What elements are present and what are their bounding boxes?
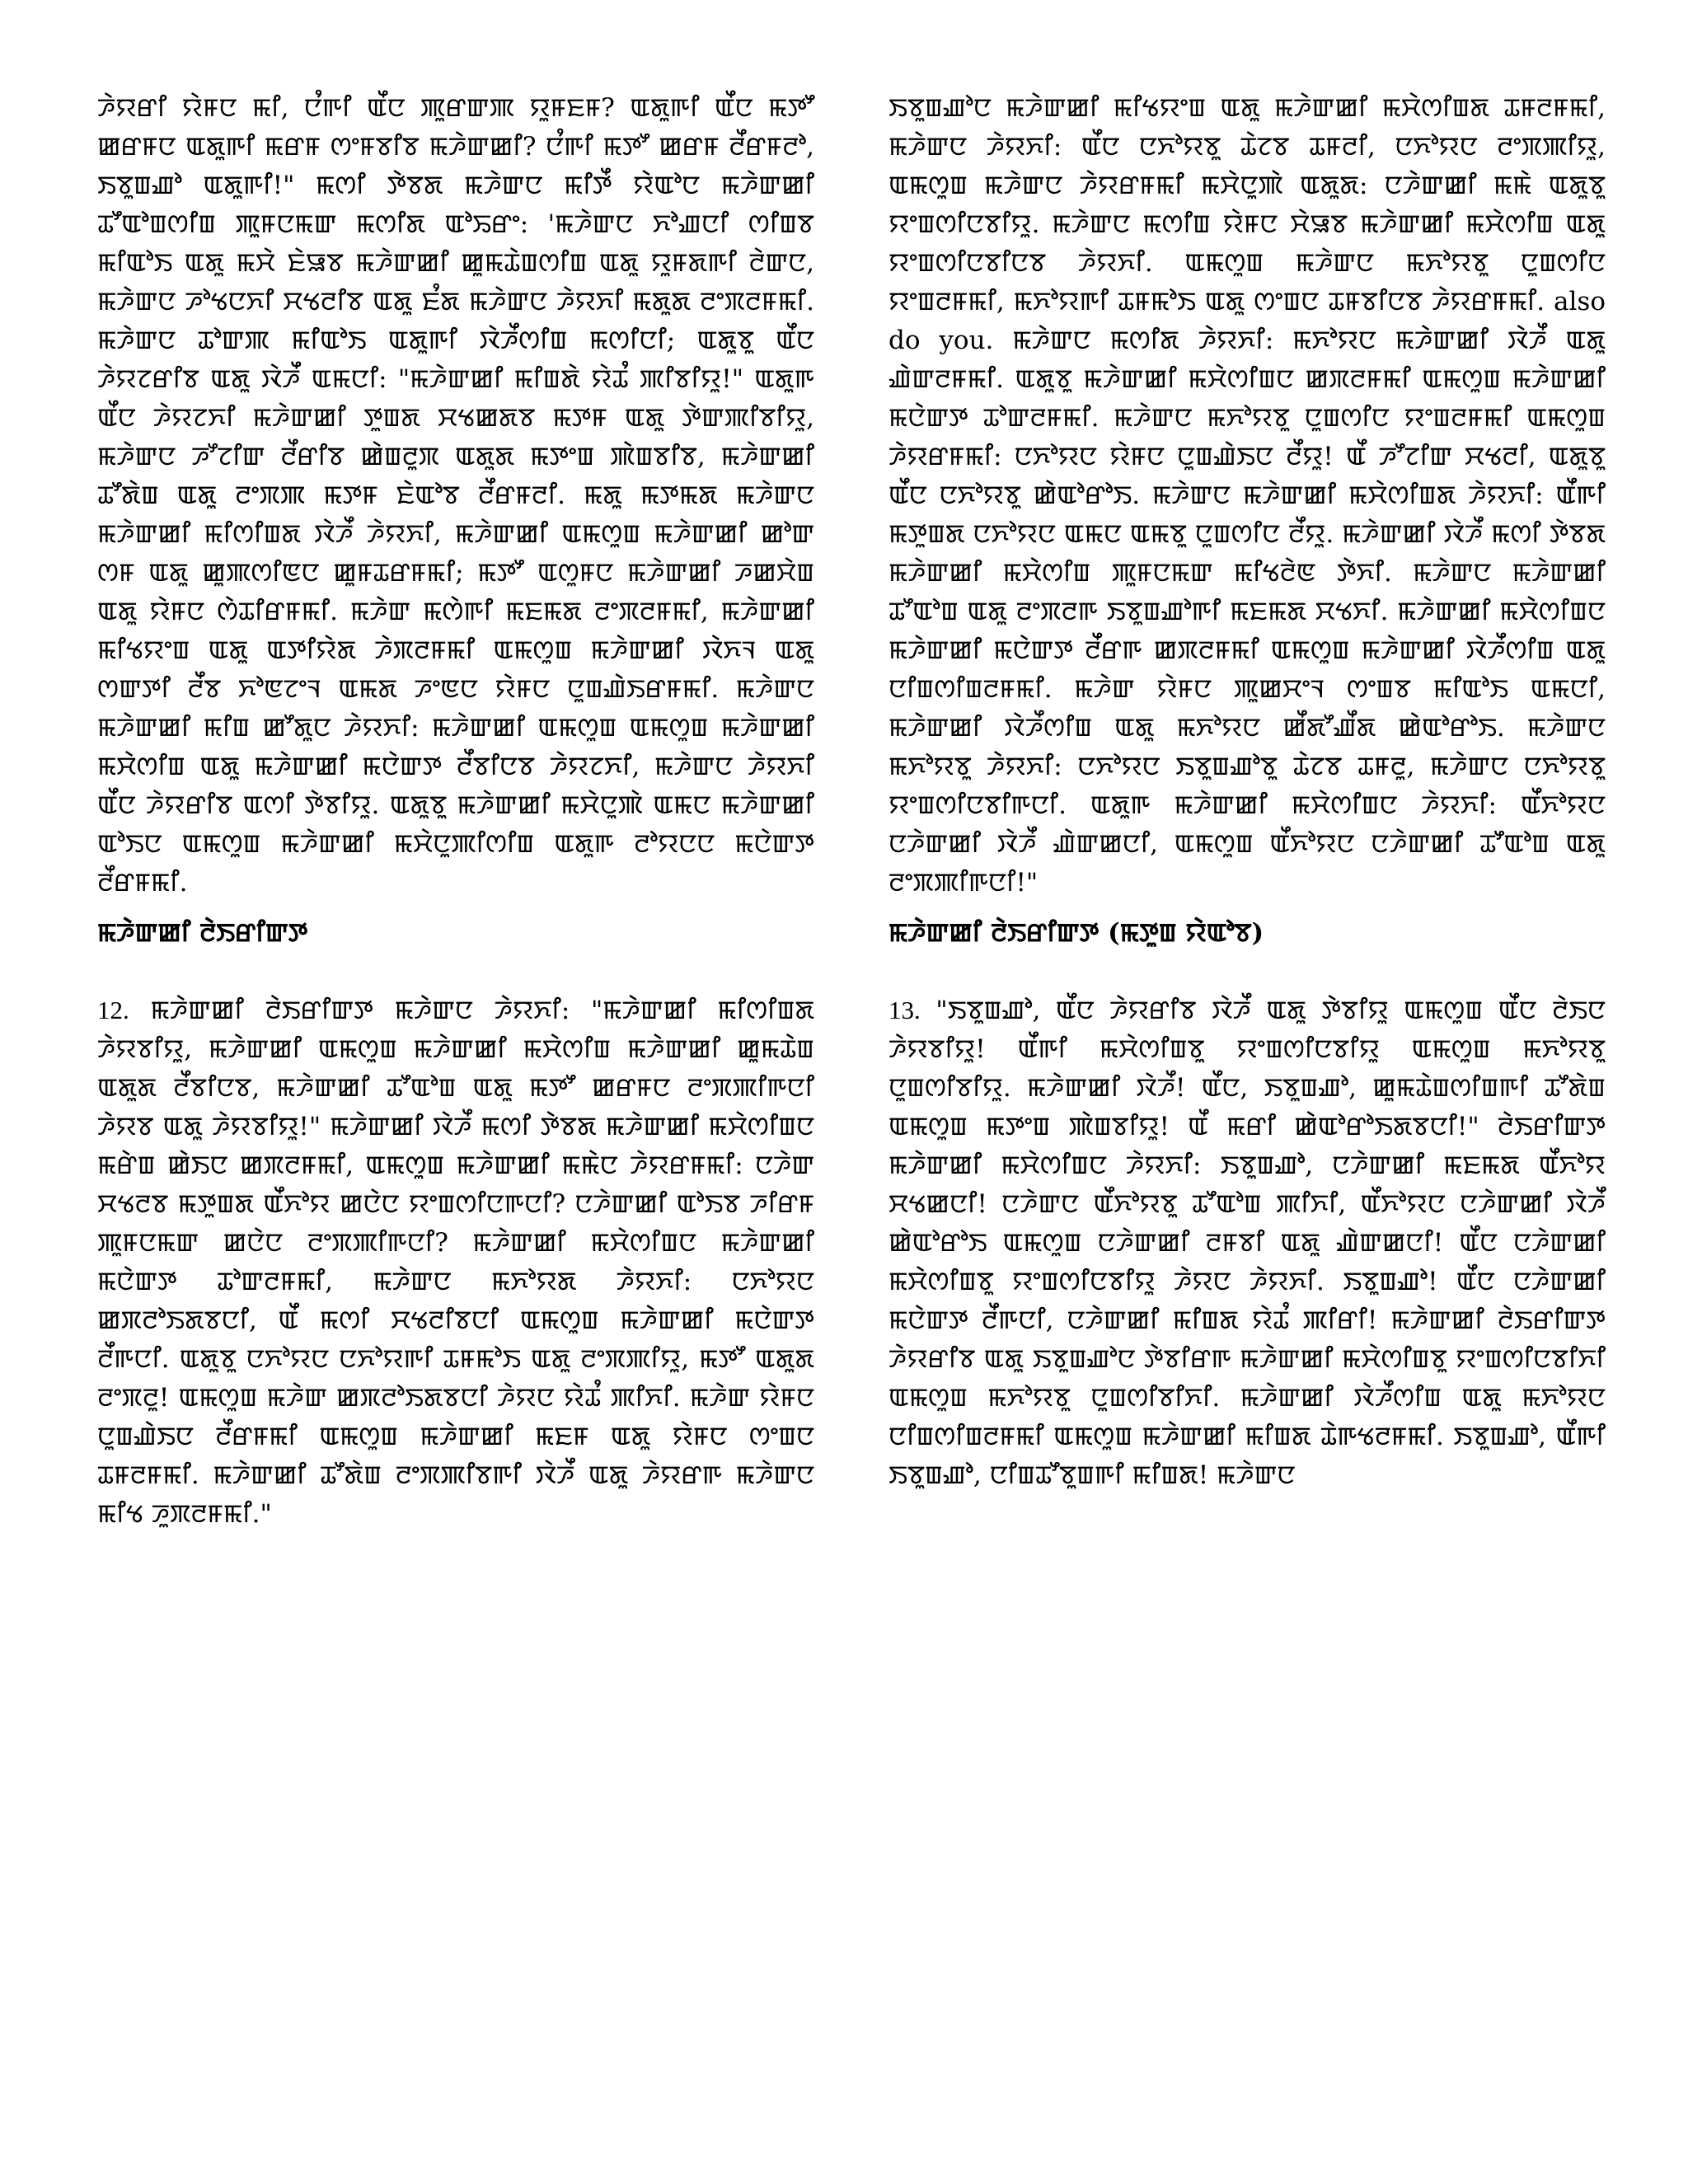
- paragraph-number: 12.: [97, 996, 129, 1024]
- paragraph: ꯍꯥꯌꯔꯤ ꯌꯥꯝꯅ ꯃꯤ, ꯅꯪꯒꯤ ꯑꯩꯅ ꯄꯨꯔꯛꯄ ꯌꯨꯝꯐꯝ? ꯑꯗꯨꯒꯤ ꯑꯩꯅ ꯃꯇꯧ ꯀꯔꯝꯅ ꯑꯗꯨꯒꯤ ꯃꯔꯝ ꯁꯦꯝꯕꯤꯕ ꯃꯍꯥꯛꯀꯤ? ꯅꯪꯒꯤ ꯃꯇꯧ ꯀꯔꯝ ꯂꯩꯔꯝꯂꯣ, ꯏꯕꯨꯡꯉꯣ ꯑꯗꯨꯒꯤ!" ꯃꯁꯤ ꯇꯥꯕꯗ ꯃꯍꯥꯛꯅ ꯃꯤꯇꯩ ꯌꯥꯑꯣꯅ ꯃꯍꯥꯛꯀꯤ ꯊꯧꯑꯣꯡꯁꯤꯡ ꯄꯨꯝꯅꯃꯛ ꯃꯁꯤꯗ ꯑꯣꯢꯔꯦ: 'ꯃꯍꯥꯛꯅ ꯈꯣꯉꯅꯤ ꯁꯤꯡꯕ ꯃꯤꯑꯣꯏ ꯑꯗꯨ ꯃꯆꯥ ꯐꯥꯎꯕ ꯃꯍꯥꯛꯀꯤ ꯀꯨꯃꯊꯥꯡꯁꯤꯡ ꯑꯗꯨ ꯌꯨꯝꯗꯒꯤ ꯂꯥꯛꯅ, ꯃꯍꯥꯛꯅ ꯍꯣꯠꯅꯈꯤ ꯆꯠꯂꯤꯕ ꯑꯗꯨ ꯐꯪꯗ ꯃꯍꯥꯛꯅ ꯍꯥꯌꯈꯤ ꯃꯗꯨꯗ ꯂꯦꯞꯂꯝꯃꯤ. ꯃꯍꯥꯛꯅ ꯊꯣꯛꯄ ꯃꯤꯑꯣꯏ ꯑꯗꯨꯒꯤ ꯋꯥꯍꯩꯁꯤꯡ ꯃꯁꯤꯅꯤ; ꯑꯗꯨꯕꯨ ꯑꯩꯅ ꯍꯥꯌꯖꯔꯤꯕ ꯑꯗꯨ ꯋꯥꯍꯩ ꯑꯃꯅꯤ: "ꯃꯍꯥꯛꯀꯤ ꯃꯤꯡꯗꯥ ꯌꯥꯊꯪ ꯄꯤꯕꯤꯌꯨ!" ꯑꯗꯨꯒ ꯑꯩꯅ ꯍꯥꯌꯖꯈꯤ ꯃꯍꯥꯛꯀꯤ ꯇꯨꯡꯗ ꯆꯠꯀꯗꯕ ꯃꯇꯝ ꯑꯗꯨ ꯇꯥꯛꯄꯤꯕꯤꯌꯨ, ꯃꯍꯥꯛꯅ ꯍꯧꯖꯤꯛ ꯂꯩꯔꯤꯕ ꯀꯥꯡꯂꯨꯞ ꯑꯗꯨꯗ ꯃꯇꯦꯡ ꯄꯥꯡꯕꯤꯕ, ꯃꯍꯥꯛꯀꯤ ꯊꯧꯗꯥꯡ ꯑꯗꯨ ꯂꯦꯞꯄ ꯃꯇꯝ ꯐꯥꯑꯣꯕ ꯂꯩꯔꯝꯂꯤ. ꯃꯗꯨ ꯃꯇꯃꯗ ꯃꯍꯥꯛꯅ ꯃꯍꯥꯛꯀꯤ ꯃꯤꯁꯤꯡꯗ ꯋꯥꯍꯩ ꯍꯥꯌꯈꯤ, ꯃꯍꯥꯛꯀꯤ ꯑꯃꯁꯨꯡ ꯃꯍꯥꯛꯀꯤ ꯀꯣꯛ ꯁꯝ ꯑꯗꯨ ꯀꯨꯄꯁꯤꯟꯅ ꯀꯨꯝꯊꯔꯝꯃꯤ; ꯃꯇꯧ ꯑꯁꯨꯝꯅ ꯃꯍꯥꯛꯀꯤ ꯍꯀꯆꯥꯡ ꯑꯗꯨ ꯌꯥꯝꯅ ꯁꯥꯊꯤꯔꯝꯃꯤ. ꯃꯍꯥꯛ ꯃꯁꯥꯒꯤ ꯃꯐꯃꯗ ꯂꯦꯞꯂꯝꯃꯤ, ꯃꯍꯥꯛꯀꯤ ꯃꯤꯠꯌꯦꯡ ꯑꯗꯨ ꯑꯇꯤꯌꯥꯗ ꯍꯥꯞꯂꯝꯃꯤ ꯑꯃꯁꯨꯡ ꯃꯍꯥꯛꯀꯤ ꯋꯥꯈꯜ ꯑꯗꯨ ꯁꯛꯇꯤ ꯂꯩꯕ ꯈꯣꯟꯖꯦꯜ ꯑꯃꯗ ꯍꯦꯟꯅ ꯌꯥꯝꯅ ꯅꯨꯡꯉꯥꯏꯔꯝꯃꯤ. ꯃꯍꯥꯛꯅ ꯃꯍꯥꯛꯀꯤ ꯃꯤꯡ ꯀꯧꯗꯨꯅ ꯍꯥꯌꯈꯤ: ꯃꯍꯥꯛꯀꯤ ꯑꯃꯁꯨꯡ ꯑꯃꯁꯨꯡ ꯃꯍꯥꯛꯀꯤ ꯃꯆꯥꯁꯤꯡ ꯑꯗꯨ ꯃꯍꯥꯛꯀꯤ ꯃꯅꯥꯛꯇ ꯂꯩꯕꯤꯅꯕ ꯍꯥꯌꯖꯈꯤ, ꯃꯍꯥꯛꯅ ꯍꯥꯌꯈꯤ ꯑꯩꯅ ꯍꯥꯌꯔꯤꯕ ꯑꯁꯤ ꯇꯥꯕꯤꯌꯨ. ꯑꯗꯨꯕꯨ ꯃꯍꯥꯛꯀꯤ ꯃꯆꯥꯅꯨꯄꯥ ꯑꯃꯅ ꯃꯍꯥꯛꯀꯤ ꯑꯣꯏꯅ ꯑꯃꯁꯨꯡ ꯃꯍꯥꯛꯀꯤ ꯃꯆꯥꯅꯨꯄꯤꯁꯤꯡ ꯑꯗꯨꯒ ꯂꯣꯌꯅꯅ ꯃꯅꯥꯛꯇ ꯂꯩꯔꯝꯃꯤ.: [97, 93, 814, 898]
- section-heading: ꯃꯍꯥꯛꯀꯤ ꯂꯥꯏꯔꯤꯛꯇ: [97, 918, 308, 948]
- document-page: [97, 89, 1606, 2116]
- paragraph-text: "ꯏꯕꯨꯡꯉꯣ, ꯑꯩꯅ ꯍꯥꯌꯔꯤꯕ ꯋꯥꯍꯩ ꯑꯗꯨ ꯇꯥꯕꯤꯌꯨ ꯑꯃꯁꯨꯡ ꯑꯩꯅ ꯂꯥꯏꯅ ꯍꯥꯌꯕꯤꯌꯨ! ꯑꯩꯒꯤ ꯃꯆꯥꯁꯤꯡꯕꯨ ꯌꯦꯡꯁꯤꯅꯕꯤꯌꯨ ꯑꯃꯁꯨꯡ ꯃꯈꯣꯌꯕꯨ ꯅꯨꯡꯁꯤꯕꯤꯌꯨ. ꯃꯍꯥꯛꯀꯤ ꯋꯥꯍꯩ! ꯑꯩꯅ, ꯏꯕꯨꯡꯉꯣ, ꯀꯨꯃꯊꯥꯡꯁꯤꯡꯒꯤ ꯊꯧꯗꯥꯡ ꯑꯃꯁꯨꯡ ꯃꯇꯦꯡ ꯄꯥꯡꯕꯤꯌꯨ! ꯑꯩ ꯃꯔꯤ ꯀꯥꯑꯣꯔꯣꯏꯗꯕꯅꯤ!" ꯂꯥꯏꯔꯤꯛꯇ ꯃꯍꯥꯛꯀꯤ ꯃꯆꯥꯁꯤꯡꯅ ꯍꯥꯌꯈꯤ: ꯏꯕꯨꯡꯉꯣ, ꯅꯍꯥꯛꯀꯤ ꯃꯐꯃꯗ ꯑꯩꯈꯣꯌ ꯆꯠꯀꯅꯤ! ꯅꯍꯥꯛꯅ ꯑꯩꯈꯣꯌꯕꯨ ꯊꯧꯑꯣꯡ ꯄꯤꯈꯤ, ꯑꯩꯈꯣꯌꯅ ꯅꯍꯥꯛꯀꯤ ꯋꯥꯍꯩ ꯀꯥꯑꯣꯔꯣꯏ ꯑꯃꯁꯨꯡ ꯅꯍꯥꯛꯀꯤ ꯂꯝꯕꯤ ꯑꯗꯨ ꯉꯥꯛꯀꯅꯤ! ꯑꯩꯅ ꯅꯍꯥꯛꯀꯤ ꯃꯆꯥꯁꯤꯡꯕꯨ ꯌꯦꯡꯁꯤꯅꯕꯤꯌꯨ ꯍꯥꯌꯅ ꯍꯥꯌꯈꯤ. ꯏꯕꯨꯡꯉꯣ! ꯑꯩꯅ ꯅꯍꯥꯛꯀꯤ ꯃꯅꯥꯛꯇ ꯂꯩꯒꯅꯤ, ꯅꯍꯥꯛꯀꯤ ꯃꯤꯡꯗ ꯌꯥꯊꯪ ꯄꯤꯔꯤ! ꯃꯍꯥꯛꯀꯤ ꯂꯥꯏꯔꯤꯛꯇ ꯍꯥꯌꯔꯤꯕ ꯑꯗꯨ ꯏꯕꯨꯡꯉꯣꯅ ꯇꯥꯕꯤꯔꯒ ꯃꯍꯥꯛꯀꯤ ꯃꯆꯥꯁꯤꯡꯕꯨ ꯌꯦꯡꯁꯤꯅꯕꯤꯈꯤ ꯑꯃꯁꯨꯡ ꯃꯈꯣꯌꯕꯨ ꯅꯨꯡꯁꯤꯕꯤꯈꯤ. ꯃꯍꯥꯛꯀꯤ ꯋꯥꯍꯩꯁꯤꯡ ꯑꯗꯨ ꯃꯈꯣꯌꯅ ꯅꯤꯡꯁꯤꯡꯂꯝꯃꯤ ꯑꯃꯁꯨꯡ ꯃꯍꯥꯛꯀꯤ ꯃꯤꯡꯗ ꯊꯥꯒꯠꯂꯝꯃꯤ. ꯏꯕꯨꯡꯉꯣ, ꯑꯩꯒꯤ ꯏꯕꯨꯡꯉꯣ, ꯅꯤꯡꯊꯧꯕꯨꯡꯒꯤ ꯃꯤꯡꯗ! ꯃꯍꯥꯛꯅ: [889, 996, 1606, 1490]
- paragraph: ꯏꯕꯨꯡꯉꯣꯅ ꯃꯍꯥꯛꯀꯤ ꯃꯤꯠꯌꯦꯡ ꯑꯗꯨ ꯃꯍꯥꯛꯀꯤ ꯃꯆꯥꯁꯤꯡꯗ ꯊꯝꯂꯝꯃꯤ, ꯃꯍꯥꯛꯅ ꯍꯥꯌꯈꯤ: ꯑꯩꯅ ꯅꯈꯣꯌꯕꯨ ꯊꯥꯖꯕ ꯊꯝꯂꯤ, ꯅꯈꯣꯌꯅ ꯂꯦꯞꯄꯤꯌꯨ, ꯑꯃꯁꯨꯡ ꯃꯍꯥꯛꯅ ꯍꯥꯌꯔꯝꯃꯤ ꯃꯆꯥꯅꯨꯄꯥ ꯑꯗꯨꯗ: ꯅꯍꯥꯛꯀꯤ ꯃꯃꯥ ꯑꯗꯨꯕꯨ ꯌꯦꯡꯁꯤꯅꯕꯤꯌꯨ. ꯃꯍꯥꯛꯅ ꯃꯁꯤꯡ ꯌꯥꯝꯅ ꯆꯥꯎꯕ ꯃꯍꯥꯛꯀꯤ ꯃꯆꯥꯁꯤꯡ ꯑꯗꯨ ꯌꯦꯡꯁꯤꯅꯕꯤꯅꯕ ꯍꯥꯌꯈꯤ. ꯑꯃꯁꯨꯡ ꯃꯍꯥꯛꯅ ꯃꯈꯣꯌꯕꯨ ꯅꯨꯡꯁꯤꯅ ꯌꯦꯡꯂꯝꯃꯤ, ꯃꯈꯣꯌꯒꯤ ꯊꯝꯃꯣꯏ ꯑꯗꯨ ꯁꯦꯡꯅ ꯊꯝꯕꯤꯅꯕ ꯍꯥꯌꯔꯝꯃꯤ. also do you. ꯃꯍꯥꯛꯅ ꯃꯁꯤꯗ ꯍꯥꯌꯈꯤ: ꯃꯈꯣꯌꯅ ꯃꯍꯥꯛꯀꯤ ꯋꯥꯍꯩ ꯑꯗꯨ ꯉꯥꯛꯂꯝꯃꯤ. ꯑꯗꯨꯕꯨ ꯃꯍꯥꯛꯀꯤ ꯃꯆꯥꯁꯤꯡꯅ ꯀꯞꯂꯝꯃꯤ ꯑꯃꯁꯨꯡ ꯃꯍꯥꯛꯀꯤ ꯃꯅꯥꯛꯇ ꯊꯣꯛꯂꯝꯃꯤ. ꯃꯍꯥꯛꯅ ꯃꯈꯣꯌꯕꯨ ꯅꯨꯡꯁꯤꯅ ꯌꯦꯡꯂꯝꯃꯤ ꯑꯃꯁꯨꯡ ꯍꯥꯌꯔꯝꯃꯤ: ꯅꯈꯣꯌꯅ ꯌꯥꯝꯅ ꯅꯨꯡꯉꯥꯏꯅ ꯂꯩꯌꯨ! ꯑꯩ ꯍꯧꯖꯤꯛ ꯆꯠꯂꯤ, ꯑꯗꯨꯕꯨ ꯑꯩꯅ ꯅꯈꯣꯌꯕꯨ ꯀꯥꯑꯣꯔꯣꯏ. ꯃꯍꯥꯛꯅ ꯃꯍꯥꯛꯀꯤ ꯃꯆꯥꯁꯤꯡꯗ ꯍꯥꯌꯈꯤ: ꯑꯩꯒꯤ ꯃꯇꯨꯡꯗ ꯅꯈꯣꯌꯅ ꯑꯃꯅ ꯑꯃꯕꯨ ꯅꯨꯡꯁꯤꯅ ꯂꯩꯌꯨ. ꯃꯍꯥꯛꯀꯤ ꯋꯥꯍꯩ ꯃꯁꯤ ꯇꯥꯕꯗ ꯃꯍꯥꯛꯀꯤ ꯃꯆꯥꯁꯤꯡ ꯄꯨꯝꯅꯃꯛ ꯃꯤꯠꯂꯥꯟ ꯇꯥꯈꯤ. ꯃꯍꯥꯛꯅ ꯃꯍꯥꯛꯀꯤ ꯊꯧꯑꯣꯡ ꯑꯗꯨ ꯂꯦꯞꯂꯒ ꯏꯕꯨꯡꯉꯣꯒꯤ ꯃꯐꯃꯗ ꯆꯠꯈꯤ. ꯃꯍꯥꯛꯀꯤ ꯃꯆꯥꯁꯤꯡꯅ ꯃꯍꯥꯛꯀꯤ ꯃꯅꯥꯛꯇ ꯂꯩꯔꯒ ꯀꯞꯂꯝꯃꯤ ꯑꯃꯁꯨꯡ ꯃꯍꯥꯛꯀꯤ ꯋꯥꯍꯩꯁꯤꯡ ꯑꯗꯨ ꯅꯤꯡꯁꯤꯡꯂꯝꯃꯤ. ꯃꯍꯥꯛ ꯌꯥꯝꯅ ꯄꯨꯀꯆꯦꯜ ꯁꯦꯡꯕ ꯃꯤꯑꯣꯏ ꯑꯃꯅꯤ, ꯃꯍꯥꯛꯀꯤ ꯋꯥꯍꯩꯁꯤꯡ ꯑꯗꯨ ꯃꯈꯣꯌꯅ ꯀꯩꯗꯧꯉꯩꯗ ꯀꯥꯑꯣꯔꯣꯏ. ꯃꯍꯥꯛꯅ ꯃꯈꯣꯌꯕꯨ ꯍꯥꯌꯈꯤ: ꯅꯈꯣꯌꯅ ꯏꯕꯨꯡꯉꯣꯕꯨ ꯊꯥꯖꯕ ꯊꯝꯂꯨ, ꯃꯍꯥꯛꯅ ꯅꯈꯣꯌꯕꯨ ꯌꯦꯡꯁꯤꯅꯕꯤꯒꯅꯤ. ꯑꯗꯨꯒ ꯃꯍꯥꯛꯀꯤ ꯃꯆꯥꯁꯤꯡꯅ ꯍꯥꯌꯈꯤ: ꯑꯩꯈꯣꯌꯅ ꯅꯍꯥꯛꯀꯤ ꯋꯥꯍꯩ ꯉꯥꯛꯀꯅꯤ, ꯑꯃꯁꯨꯡ ꯑꯩꯈꯣꯌꯅ ꯅꯍꯥꯛꯀꯤ ꯊꯧꯑꯣꯡ ꯑꯗꯨ ꯂꯦꯞꯄꯤꯒꯅꯤ!": [889, 93, 1606, 898]
- right-column: [889, 89, 1606, 1495]
- numbered-paragraph: [97, 991, 814, 1534]
- numbered-paragraph: [889, 991, 1606, 1495]
- paragraph-number: 13.: [889, 996, 921, 1024]
- section-heading: ꯃꯍꯥꯛꯀꯤ ꯂꯥꯏꯔꯤꯛꯇ (ꯃꯇꯨꯡ ꯌꯥꯑꯣꯕ): [889, 918, 1264, 948]
- left-column: [97, 89, 814, 1534]
- paragraph-text: ꯃꯍꯥꯛꯀꯤ ꯂꯥꯏꯔꯤꯛꯇ ꯃꯍꯥꯛꯅ ꯍꯥꯌꯈꯤ: "ꯃꯍꯥꯛꯀꯤ ꯃꯤꯁꯤꯡꯗ ꯍꯥꯌꯕꯤꯌꯨ, ꯃꯍꯥꯛꯀꯤ ꯑꯃꯁꯨꯡ ꯃꯍꯥꯛꯀꯤ ꯃꯆꯥꯁꯤꯡ ꯃꯍꯥꯛꯀꯤ ꯀꯨꯃꯊꯥꯡ ꯑꯗꯨꯗ ꯂꯩꯕꯤꯅꯕ, ꯃꯍꯥꯛꯀꯤ ꯊꯧꯑꯣꯡ ꯑꯗꯨ ꯃꯇꯧ ꯀꯔꯝꯅ ꯂꯦꯞꯄꯤꯒꯅꯤ ꯍꯥꯌꯕ ꯑꯗꯨ ꯍꯥꯌꯕꯤꯌꯨ!" ꯃꯍꯥꯛꯀꯤ ꯋꯥꯍꯩ ꯃꯁꯤ ꯇꯥꯕꯗ ꯃꯍꯥꯛꯀꯤ ꯃꯆꯥꯁꯤꯡꯅ ꯃꯔꯥꯡ ꯀꯥꯏꯅ ꯀꯞꯂꯝꯃꯤ, ꯑꯃꯁꯨꯡ ꯃꯍꯥꯛꯀꯤ ꯃꯃꯥꯅ ꯍꯥꯌꯔꯝꯃꯤ: ꯅꯍꯥꯛ ꯆꯠꯂꯕ ꯃꯇꯨꯡꯗ ꯑꯩꯈꯣꯌ ꯀꯅꯥꯅ ꯌꯦꯡꯁꯤꯅꯒꯅꯤ? ꯅꯍꯥꯛꯀꯤ ꯑꯣꯏꯕ ꯍꯤꯔꯝ ꯄꯨꯝꯅꯃꯛ ꯀꯅꯥꯅ ꯂꯦꯞꯄꯤꯒꯅꯤ? ꯃꯍꯥꯛꯀꯤ ꯃꯆꯥꯁꯤꯡꯅ ꯃꯍꯥꯛꯀꯤ ꯃꯅꯥꯛꯇ ꯊꯣꯛꯂꯝꯃꯤ, ꯃꯍꯥꯛꯅ ꯃꯈꯣꯌꯗ ꯍꯥꯌꯈꯤ: ꯅꯈꯣꯌꯅ ꯀꯞꯂꯣꯏꯗꯕꯅꯤ, ꯑꯩ ꯃꯁꯤ ꯆꯠꯂꯤꯕꯅꯤ ꯑꯃꯁꯨꯡ ꯃꯍꯥꯛꯀꯤ ꯃꯅꯥꯛꯇ ꯂꯩꯒꯅꯤ. ꯑꯗꯨꯕꯨ ꯅꯈꯣꯌꯅ ꯅꯈꯣꯌꯒꯤ ꯊꯝꯃꯣꯏ ꯑꯗꯨ ꯂꯦꯞꯄꯤꯌꯨ, ꯃꯇꯧ ꯑꯗꯨꯗ ꯂꯦꯞꯂꯨ! ꯑꯃꯁꯨꯡ ꯃꯍꯥꯛ ꯀꯞꯂꯣꯏꯗꯕꯅꯤ ꯍꯥꯌꯅ ꯌꯥꯊꯪ ꯄꯤꯈꯤ. ꯃꯍꯥꯛ ꯌꯥꯝꯅ ꯅꯨꯡꯉꯥꯏꯅ ꯂꯩꯔꯝꯃꯤ ꯑꯃꯁꯨꯡ ꯃꯍꯥꯛꯀꯤ ꯃꯐꯝ ꯑꯗꯨ ꯌꯥꯝꯅ ꯁꯦꯡꯅ ꯊꯝꯂꯝꯃꯤ. ꯃꯍꯥꯛꯀꯤ ꯊꯧꯗꯥꯡ ꯂꯦꯞꯄꯤꯕꯒꯤ ꯋꯥꯍꯩ ꯑꯗꯨ ꯍꯥꯌꯔꯒ ꯃꯍꯥꯛꯅ ꯃꯤꯠ ꯍꯨꯞꯂꯝꯃꯤ.": [97, 996, 814, 1529]
